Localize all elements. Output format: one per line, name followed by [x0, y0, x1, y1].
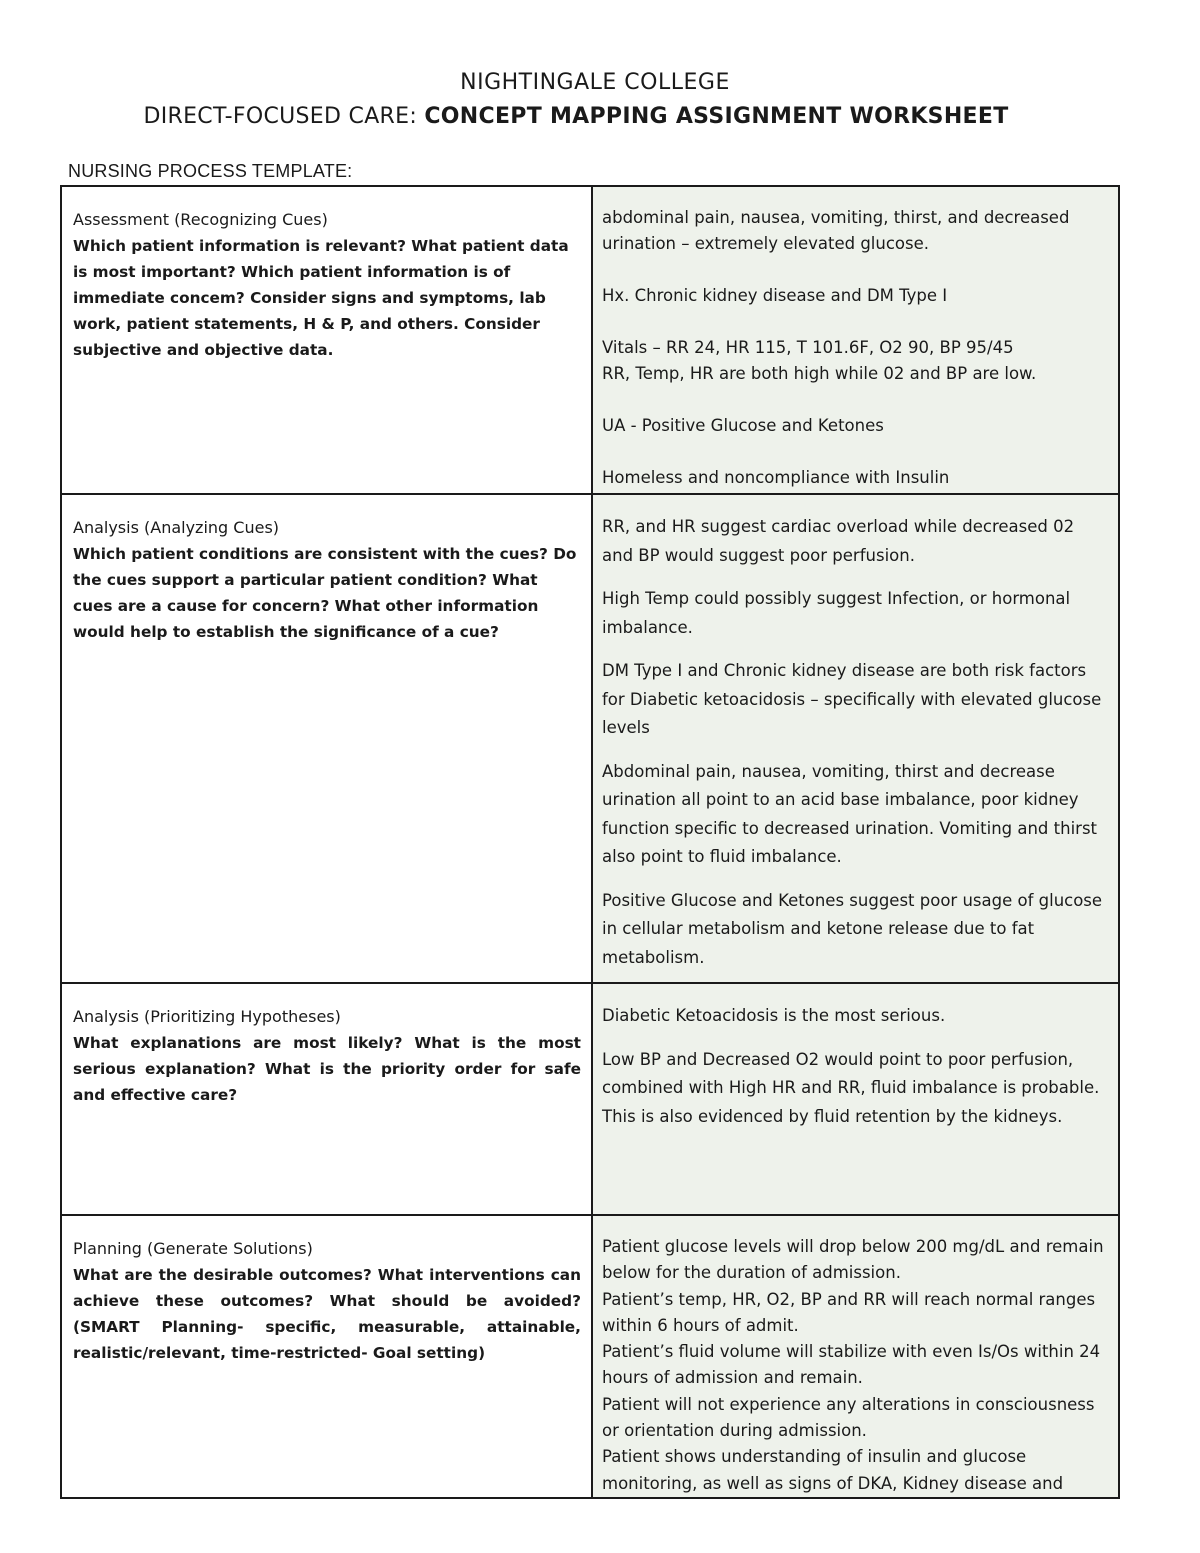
row-heading: Planning (Generate Solutions)	[73, 1239, 313, 1258]
prompt-cell	[61, 186, 592, 494]
college-name: NIGHTINGALE COLLEGE	[460, 70, 730, 95]
prompt-cell	[61, 1215, 592, 1498]
nursing-process-table	[60, 185, 1120, 1499]
table-row-assessment	[61, 186, 1119, 494]
response-cell	[592, 983, 1119, 1215]
response-line: Patient’s fluid volume will stabilize with even Is/Os within 24 hours of admission and remain.	[602, 1342, 1101, 1388]
response-line: Homeless and noncompliance with Insulin	[602, 468, 950, 487]
worksheet-title	[0, 104, 1152, 129]
row-heading: Assessment (Recognizing Cues)	[73, 210, 328, 229]
row-prompt: What are the desirable outcomes? What interventions can achieve these outcomes? What should be avoided? (SMART Planning- specific, measurable, attainable, realistic/relevant, time-restricted- Goal setting)	[73, 1266, 581, 1362]
template-label: NURSING PROCESS TEMPLATE:	[68, 161, 353, 181]
table-row-prioritizing	[61, 983, 1119, 1215]
response-line: UA - Positive Glucose and Ketones	[602, 416, 884, 435]
response-line: Patient’s temp, HR, O2, BP and RR will reach normal ranges within 6 hours of admit.	[602, 1289, 1096, 1335]
prompt-cell	[61, 983, 592, 1215]
response-line: RR, Temp, HR are both high while 02 and BP are low.	[602, 364, 1037, 383]
response-line: Vitals – RR 24, HR 115, T 101.6F, O2 90, BP 95/45	[602, 338, 1014, 357]
row-heading: Analysis (Prioritizing Hypotheses)	[73, 1007, 341, 1026]
row-heading: Analysis (Analyzing Cues)	[73, 518, 280, 537]
response-cell	[592, 1215, 1119, 1498]
response-line: Hx. Chronic kidney disease and DM Type I	[602, 286, 948, 305]
response-line: Patient will not experience any alterations in consciousness or orientation during admission.	[602, 1394, 1095, 1441]
response-line: Abdominal pain, nausea, vomiting, thirst and decrease urination all point to an acid base imbalance, poor kidney function specific to decreased urination. Vomiting and thirst also point to fluid imbalance.	[602, 761, 1098, 866]
response-line: Low BP and Decreased O2 would point to poor perfusion, combined with High HR and RR, fluid imbalance is probable. This is also evidenced by fluid retention by the kidneys.	[602, 1049, 1100, 1126]
worksheet-title-prefix: DIRECT-FOCUSED CARE:	[143, 104, 425, 129]
response-cell	[592, 186, 1119, 494]
table-row-planning	[61, 1215, 1119, 1498]
response-cell	[592, 494, 1119, 983]
response-line: DM Type I and Chronic kidney disease are both risk factors for Diabetic ketoacidosis – specifically with elevated glucose levels	[602, 661, 1102, 737]
response-line: High Temp could possibly suggest Infection, or hormonal imbalance.	[602, 589, 1071, 637]
prompt-cell	[61, 494, 592, 983]
row-prompt: What explanations are most likely? What is the most serious explanation? What is the priority order for safe and effective care?	[73, 1034, 581, 1104]
response-line: Diabetic Ketoacidosis is the most serious.	[602, 1006, 946, 1025]
row-prompt: Which patient conditions are consistent with the cues? Do the cues support a particular patient condition? What cues are a cause for concern? What other information would help to establish the significance of a cue?	[73, 545, 577, 641]
response-line: RR, and HR suggest cardiac overload while decreased 02 and BP would suggest poor perfusion.	[602, 517, 1075, 565]
response-line: Positive Glucose and Ketones suggest poor usage of glucose in cellular metabolism and ketone release due to fat metabolism.	[602, 890, 1103, 967]
response-line: Patient glucose levels will drop below 200 mg/dL and remain below for the duration of admission.	[602, 1237, 1104, 1283]
response-line: Patient shows understanding of insulin and glucose monitoring, as well as signs of DKA, Kidney disease and	[602, 1447, 1064, 1493]
row-prompt: Which patient information is relevant? What patient data is most important? Which patient information is of immediate concem? Consider signs and symptoms, lab work, patient statements, H & P, and others. Consider subjective and objective data.	[73, 237, 569, 359]
table-row-analyzing	[61, 494, 1119, 983]
worksheet-title-bold: CONCEPT MAPPING ASSIGNMENT WORKSHEET	[424, 104, 1009, 129]
response-line: abdominal pain, nausea, vomiting, thirst, and decreased urination – extremely elevated glucose.	[602, 208, 1070, 253]
